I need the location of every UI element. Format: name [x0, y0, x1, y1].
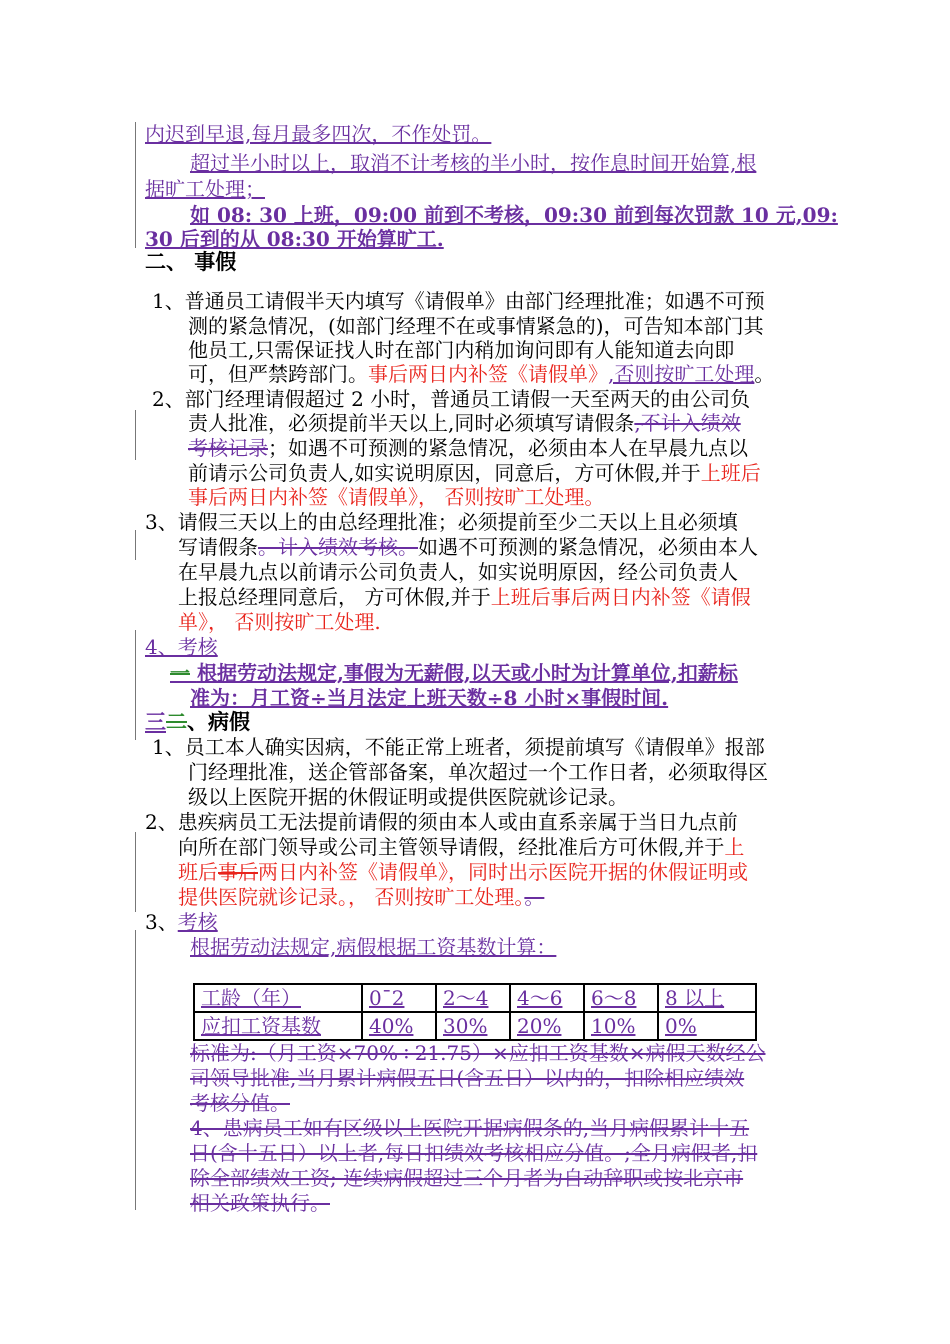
table-cell: 6～8: [584, 984, 658, 1012]
text-line: 责人批准，必须提前半天以上,同时必须填写请假条,不计入绩效: [188, 411, 741, 435]
text-line: 准为：月工资÷当月法定上班天数÷8 小时×事假时间.: [190, 686, 669, 710]
text-line: 级以上医院开据的休假证明或提供医院就诊记录。: [188, 785, 628, 809]
text-line: 写请假条。计入绩效考核。如遇不可预测的紧急情况，必须由本人: [178, 535, 758, 559]
revision-bar: [135, 930, 136, 1210]
text-line: 在早晨九点以前请示公司负责人，如实说明原因，经公司负责人: [178, 560, 738, 584]
table-cell: 工龄（年）: [194, 984, 362, 1012]
text-line: 考核记录；如遇不可预测的紧急情况，必须由本人在早晨九点以: [188, 436, 748, 460]
text-line: 4、患病员工如有区级以上医院开据病假条的,当月病假累计十五: [190, 1116, 750, 1140]
text-line: 除全部绩效工资; 连续病假超过三个月者为自动辞职或按北京市: [190, 1166, 744, 1190]
table-cell: 4～6: [510, 984, 584, 1012]
table-cell: 20%: [510, 1012, 584, 1040]
text-line: 可，但严禁跨部门。事后两日内补签《请假单》,否则按旷工处理。: [188, 362, 775, 386]
revision-bar: [135, 410, 136, 460]
table-cell: 0%: [658, 1012, 756, 1040]
table-cell: 10%: [584, 1012, 658, 1040]
text-line: 内迟到早退,每月最多四次，不作处罚。: [145, 122, 492, 146]
text-line: 司领导批准,当月累计病假五日(含五日）以内的，扣除相应绩效: [190, 1066, 745, 1090]
text-line: 30 后到的从 08:30 开始算旷工.: [145, 227, 444, 251]
text-line: 提供医院就诊记录。， 否则按旷工处理。。: [178, 885, 545, 909]
revision-bar: [135, 122, 136, 248]
table-cell: 8 以上: [658, 984, 756, 1012]
table-cell: 0ˉ2: [362, 984, 436, 1012]
text-line: 2、部门经理请假超过 2 小时，普通员工请假一天至两天的由公司负: [152, 387, 751, 411]
table-cell: 40%: [362, 1012, 436, 1040]
text-line: 3、考核: [145, 910, 218, 934]
text-line: 他员工,只需保证找人时在部门内稍加询问即有人能知道去向即: [188, 338, 735, 362]
table-cell: 应扣工资基数: [194, 1012, 362, 1040]
text-line: 据旷工处理；: [145, 177, 265, 201]
revision-bar: [135, 630, 136, 740]
text-line: 上报总经理同意后， 方可休假,并于上班后事后两日内补签《请假: [178, 585, 751, 609]
text-line: 前请示公司负责人,如实说明原因，同意后，方可休假,并于上班后: [188, 461, 761, 485]
text-line: 一 根据劳动法规定,事假为无薪假,以天或小时为计算单位,扣薪标: [170, 661, 738, 685]
text-line: 根据劳动法规定,病假根据工资基数计算：: [190, 935, 557, 959]
text-line: 向所在部门领导或公司主管领导请假，经批准后方可休假,并于上: [178, 835, 745, 859]
text-line: 标准为:（月工资×70%÷21.75）×应扣工资基数×病假天数经公: [190, 1041, 766, 1065]
text-line: 相关政策执行。: [190, 1191, 330, 1215]
revision-bar: [135, 832, 136, 912]
sick-leave-deduction-table: [193, 983, 757, 1041]
table-cell: 30%: [436, 1012, 510, 1040]
text-line: 单》， 否则按旷工处理.: [178, 610, 381, 634]
text-line: 1、员工本人确实因病，不能正常上班者，须提前填写《请假单》报部: [152, 735, 765, 759]
table-row: [194, 984, 756, 1012]
text-line: 班后事后两日内补签《请假单》，同时出示医院开据的休假证明或: [178, 860, 748, 884]
text-line: 考核分值。: [190, 1091, 290, 1115]
text-line: 2、患疾病员工无法提前请假的须由本人或由直系亲属于当日九点前: [145, 810, 738, 834]
text-line: 事后两日内补签《请假单》， 否则按旷工处理。: [188, 485, 605, 509]
table-cell: 2～4: [436, 984, 510, 1012]
text-line: 日(含十五日）以上者,每日扣绩效考核相应分值。;全月病假者,扣: [190, 1141, 758, 1165]
revision-bar: [135, 530, 136, 560]
text-line: 3、请假三天以上的由总经理批准；必须提前至少二天以上且必须填: [145, 510, 738, 534]
section-heading-bingjia: 三二、病假: [145, 709, 250, 734]
text-line: 门经理批准，送企管部备案，单次超过一个工作日者，必须取得区: [188, 760, 768, 784]
text-line: 1、普通员工请假半天内填写《请假单》由部门经理批准；如遇不可预: [152, 289, 765, 313]
text-line: 如 08: 30 上班，09:00 前到不考核，09:30 前到每次罚款 10 元,09:: [190, 203, 838, 227]
section-heading-shijia: 二、 事假: [145, 249, 237, 274]
text-line: 超过半小时以上，取消不计考核的半小时，按作息时间开始算,根: [190, 151, 757, 175]
table-row: [194, 1012, 756, 1040]
text-line: 测的紧急情况，(如部门经理不在或事情紧急的)，可告知本部门其: [188, 314, 764, 338]
text-line: 4、考核: [145, 635, 218, 659]
